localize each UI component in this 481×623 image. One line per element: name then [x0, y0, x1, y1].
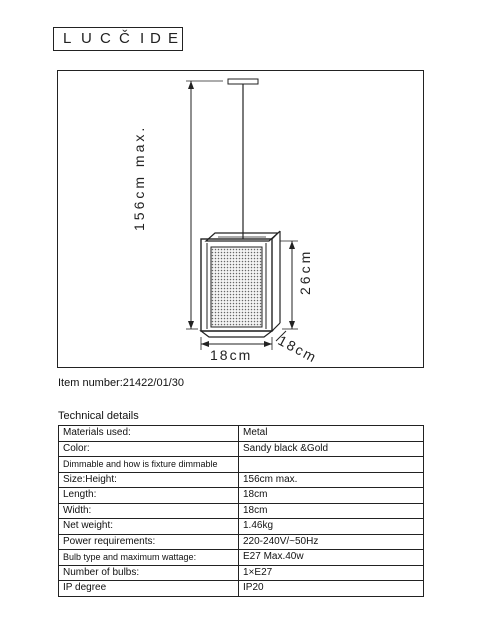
table-row	[59, 581, 424, 597]
net-weight-label: Net weight:	[63, 520, 114, 532]
spec-label	[59, 519, 239, 535]
table-row	[59, 503, 424, 519]
table-row	[59, 488, 424, 504]
spec-value: 18cm	[239, 488, 424, 504]
spec-value: 220-240V/~50Hz	[239, 534, 424, 550]
spec-label: Materials used:	[59, 426, 239, 442]
technical-details-title: Technical details	[58, 410, 139, 422]
spec-value: 1.46kg	[239, 519, 424, 535]
product-drawing	[57, 70, 424, 368]
spec-label: Number of bulbs:	[59, 565, 239, 581]
table-row	[59, 519, 424, 535]
logo-letter: Č	[119, 30, 130, 47]
width-label: 18cm	[210, 347, 253, 363]
height-label: Height:	[85, 473, 117, 485]
specs-table	[58, 425, 424, 597]
spec-label	[59, 472, 239, 488]
spec-label: Dimmable and how is fixture dimmable	[59, 457, 239, 473]
spec-value	[239, 457, 424, 473]
table-row	[59, 426, 424, 442]
width-label: Width:	[63, 504, 92, 516]
table-row	[59, 457, 424, 473]
mesh-shade	[211, 247, 262, 327]
spec-value: Metal	[239, 426, 424, 442]
item-number: Item number:21422/01/30	[58, 377, 184, 389]
total-height-label: 156cm max.	[131, 124, 147, 231]
logo-letter: I	[140, 30, 145, 47]
table-row	[59, 534, 424, 550]
brand-logo	[53, 27, 183, 51]
spec-label: Power requirements:	[59, 534, 239, 550]
table-row	[59, 565, 424, 581]
table-row	[59, 550, 424, 566]
logo-letter: E	[168, 30, 179, 47]
logo-letter: D	[150, 30, 161, 47]
spec-label: Color:	[59, 441, 239, 457]
logo-letter: L	[63, 30, 72, 47]
logo-letter: U	[81, 30, 92, 47]
logo-letter: C	[100, 30, 111, 47]
spec-value: E27 Max.40w	[239, 550, 424, 566]
pendant-lamp-drawing	[58, 71, 425, 369]
spec-value: 1×E27	[239, 565, 424, 581]
spec-label: IP degree	[59, 581, 239, 597]
shade-height-label: 26cm	[297, 248, 313, 295]
table-row	[59, 472, 424, 488]
spec-value: 156cm max.	[239, 472, 424, 488]
length-label: Length:	[63, 489, 97, 501]
spec-label: Bulb type and maximum wattage:	[59, 550, 239, 566]
spec-label	[59, 488, 239, 504]
spec-value: 18cm	[239, 503, 424, 519]
spec-label	[59, 503, 239, 519]
table-row	[59, 441, 424, 457]
ceiling-canopy	[228, 79, 258, 84]
frame-bottom	[201, 331, 272, 337]
depth-label: 18cm	[275, 332, 321, 366]
spec-value: Sandy black &Gold	[239, 441, 424, 457]
size-label: Size:	[63, 473, 86, 485]
spec-value: IP20	[239, 581, 424, 597]
